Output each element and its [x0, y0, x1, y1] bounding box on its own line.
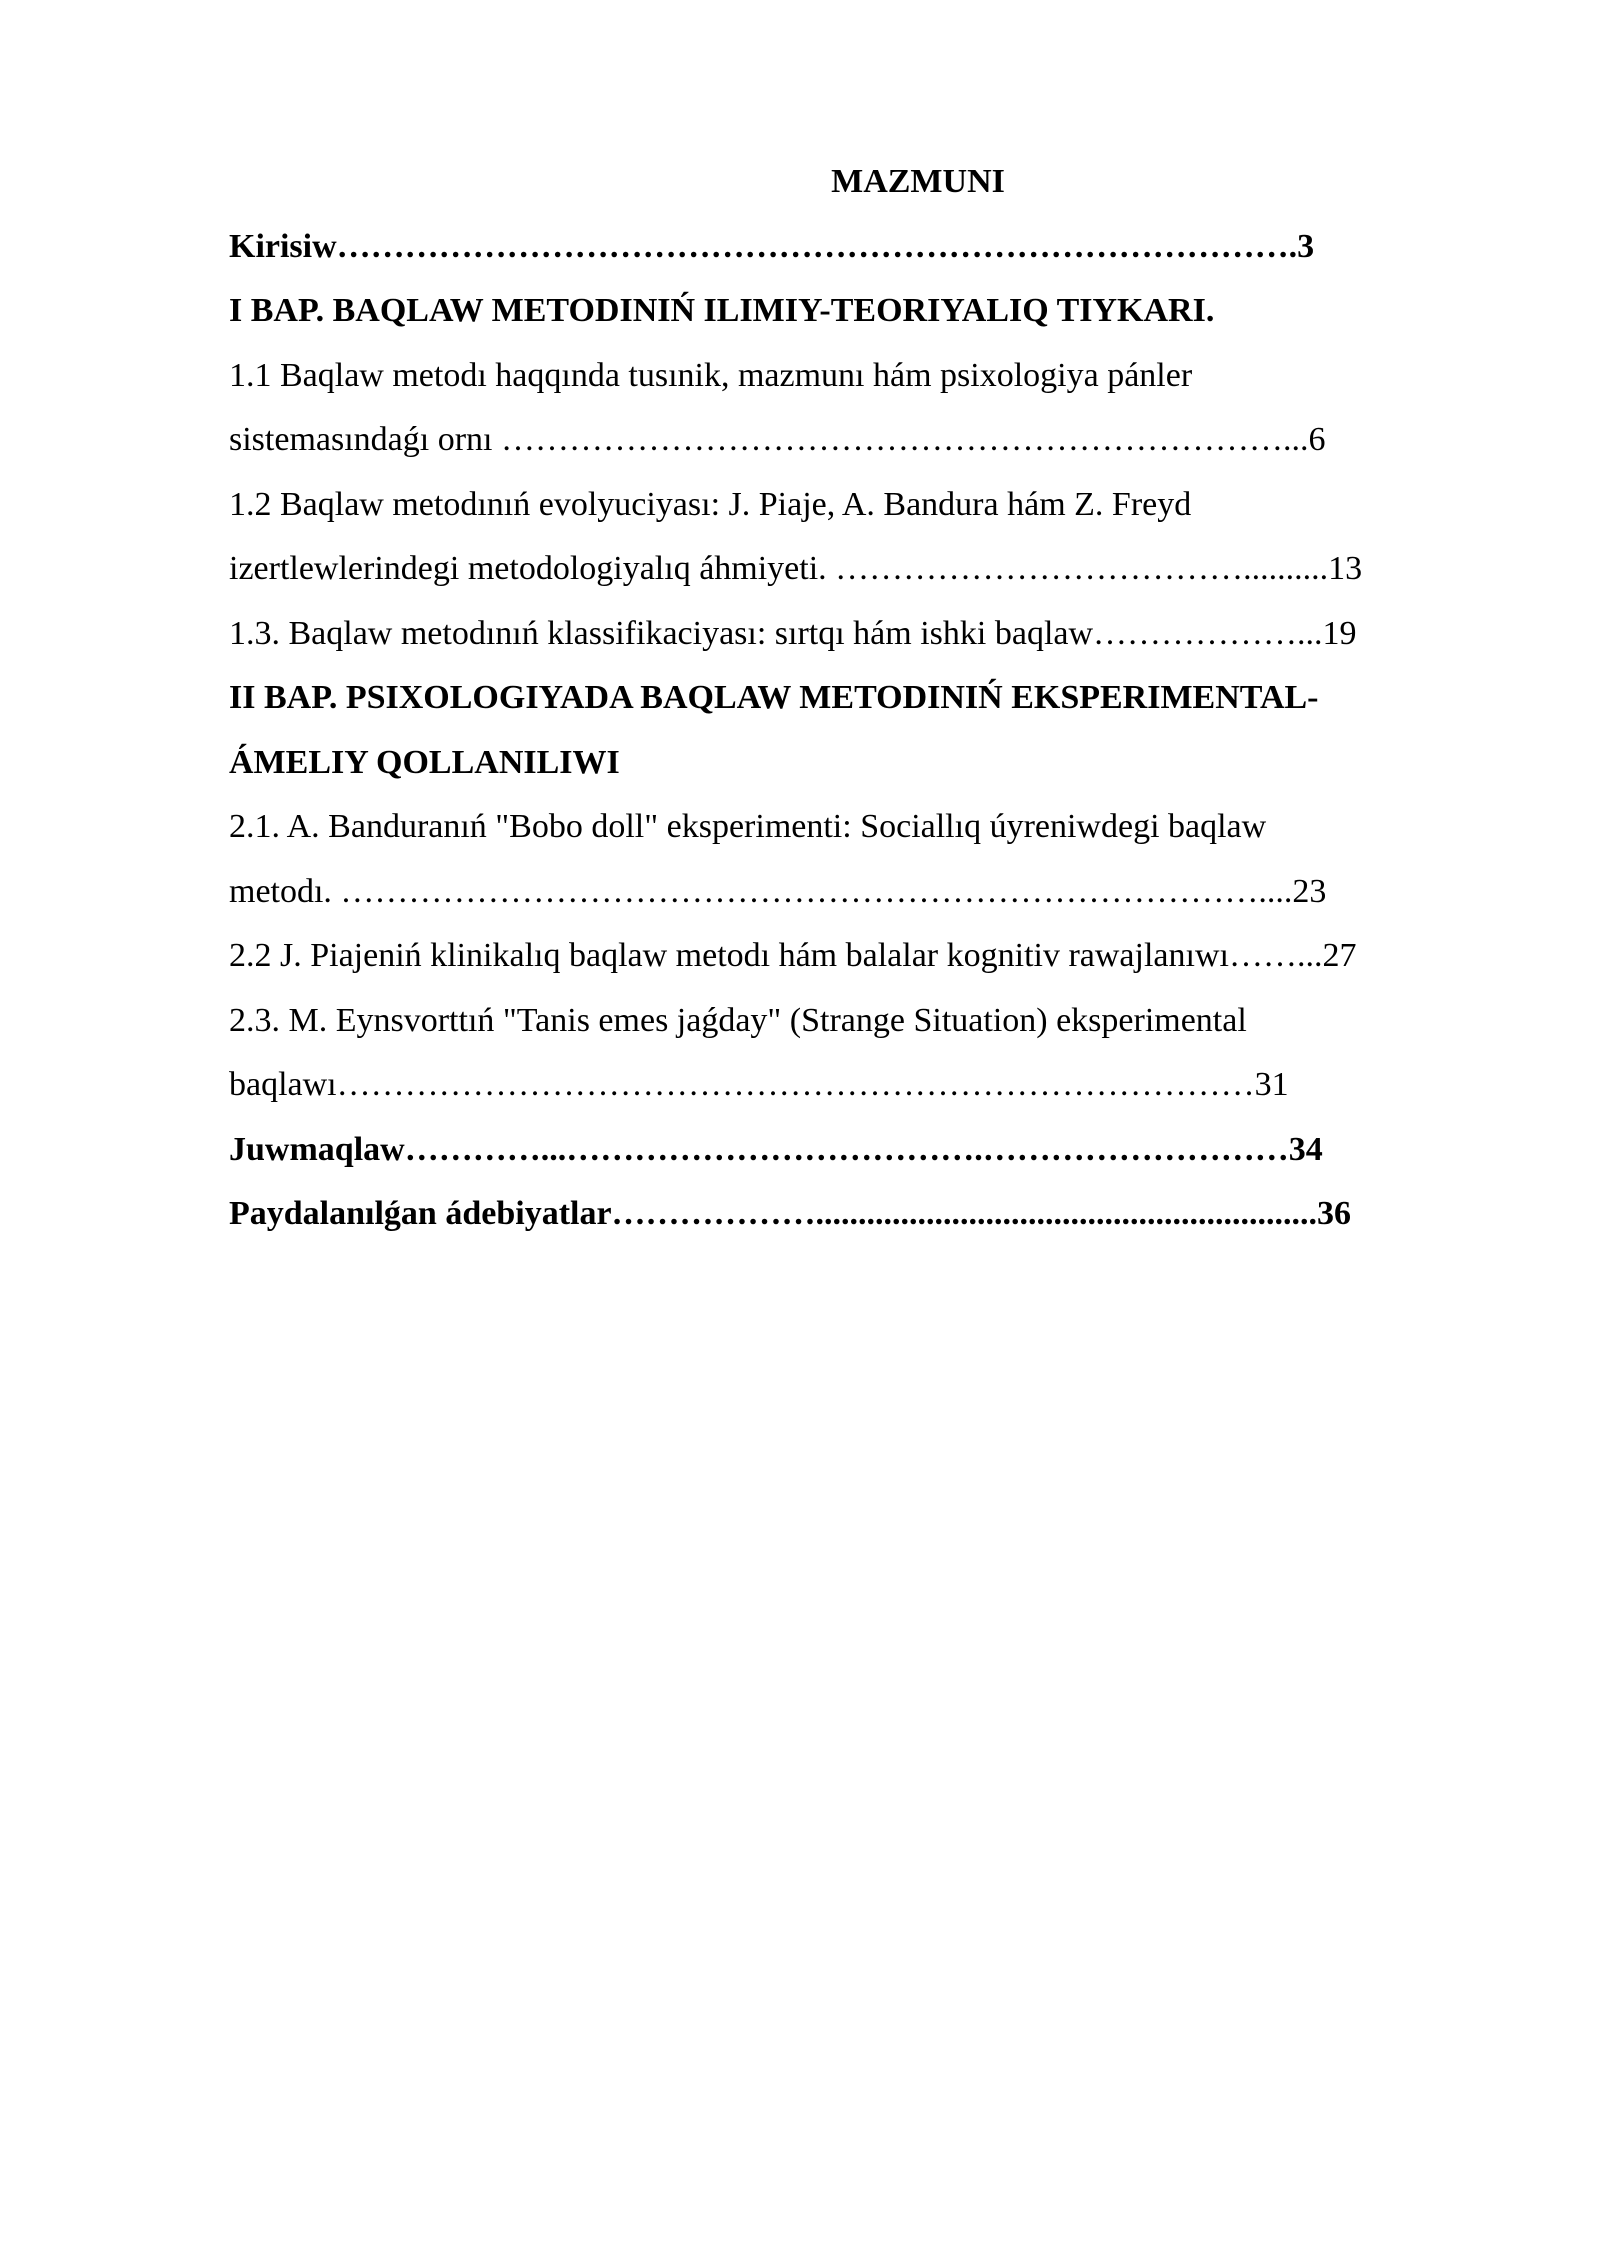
toc-title: MAZMUNI — [831, 163, 1005, 200]
toc-entry-1-1-line-2: sistemasındaǵı ornı ……………………………………………………………...6 — [229, 421, 1326, 458]
toc-entry-1-3: 1.3. Baqlaw metodınıń klassifikaciyası: sırtqı hám ishki baqlaw………………...19 — [229, 614, 1357, 652]
toc-entry-2-3-line-2: baqlawı………………………………………………………………………31 — [229, 1066, 1289, 1103]
toc-entry-2-1-line-2: metodı. ………………………………………………………………………....23 — [229, 872, 1327, 910]
toc-chapter-2-heading-line-2: ÁMELIY QOLLANILIWI — [229, 743, 620, 781]
toc-entry-1-1-line-1: 1.1 Baqlaw metodı haqqında tusınik, mazmunı hám psixologiya pánler — [229, 356, 1193, 394]
toc-chapter-1-heading: I BAP. BAQLAW METODINIŃ ILIMIY-TEORIYALIQ TIYKARI. — [229, 292, 1215, 329]
toc-entry-2-2: 2.2 J. Piajeniń klinikalıq baqlaw metodı hám balalar kognitiv rawajlanıwı……...27 — [229, 937, 1357, 974]
toc-entry-conclusion: Juwmaqlaw…………...……………………………….………………………34 — [229, 1130, 1323, 1168]
toc-entry-references: Paydalanılǵan ádebiyatlar………………...........................................................36 — [229, 1195, 1352, 1232]
toc-chapter-2-heading-line-1: II BAP. PSIXOLOGIYADA BAQLAW METODINIŃ EKSPERIMENTAL- — [229, 679, 1319, 716]
toc-entry-2-3-line-1: 2.3. M. Eynsvorttıń "Tanis emes jaǵday" (Strange Situation) eksperimental — [229, 1001, 1247, 1039]
table-of-contents — [229, 150, 1491, 1247]
toc-entry-2-1-line-1: 2.1. A. Banduranıń "Bobo doll" eksperimenti: Sociallıq úyreniwdegi baqlaw — [229, 808, 1267, 845]
toc-entry-1-2-line-2: izertlewlerindegi metodologiyalıq áhmiyeti. ………………………………..........13 — [229, 550, 1363, 587]
toc-entry-1-2-line-1: 1.2 Baqlaw metodınıń evolyuciyası: J. Piaje, A. Bandura hám Z. Freyd — [229, 485, 1192, 523]
toc-entry-introduction: Kirisiw………………………………………………………………………….3 — [229, 227, 1315, 265]
